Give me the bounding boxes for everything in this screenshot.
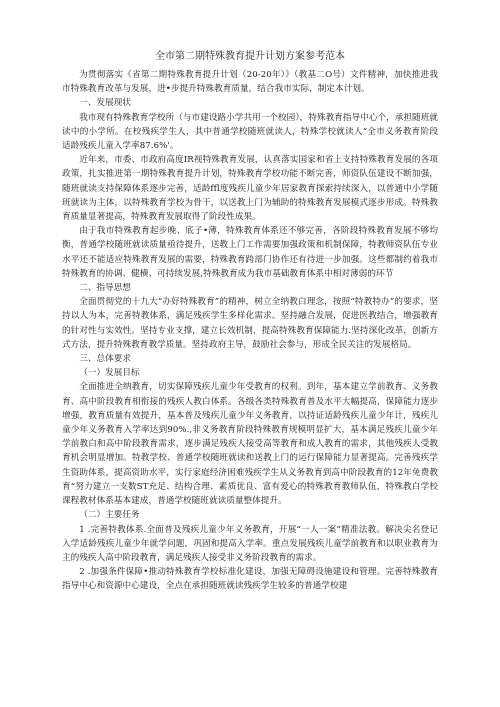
task-item-2: 2 .加强条件保障•推动特殊教育学校标准化建设，加强无障碍设施建设和管理。完善特殊教育指导中心和资源中心建设，全点在承担随班就读残疾学生较多的普通学校建 — [62, 567, 438, 592]
section-heading-guiding-ideology: 二、指导思想 — [79, 283, 132, 294]
section-heading-current-status: 一、发展现状 — [79, 98, 132, 109]
body-paragraph: 由于我市特殊教育起步晚、底子•薄，特殊教育体系还不够完善，各阶段特殊教育发展不够均衡，普通学校随班就读质量亟待提升，送教上门工作需要加强政策和机制保障，特教师资队伍专业水平还不能适应特殊教育发展的需要，特殊教育跨部门协作还有待进一步加强。这些都制约着我市特殊教育的协调、健横、可持续发展,特殊教育成为我市基础教育体系中相对薄弱的环节 — [62, 226, 438, 279]
subsection-heading-goals: （一）发展目标 — [79, 368, 140, 379]
body-paragraph: 全面推进全纳教育，切实保障残疾儿童少年受教育的权利。到年，基本建立学前教育、义务教育、高中阶段教育相衔接的残疾人教白体系。各级各类特殊教育普及水平大幅提高，保障能力逐步增强，教育质量有效提升，基本普及残疾儿童少年义务教育，以持证适龄残疾儿童少年计，残疾儿童少年义务教育入学率达到90%.,非义务教育阶段特殊教育规模明显扩大，基本满足残疾儿童少年学前教白和高中阶段教育需求，逐步满足残疾人接受高等教育和成人教育的需求，其他残疾人受教育机会明显增加。特教学校、普通学校随班就读和送教上门的运行保障能力显著提高。完善残疾学生资助体系，提高资助水平，实行家庭经济困难残疾学生从义务教育到高中阶段教育的12年免费教育“努力建立一支数ST充足、结构合理、素质优良、富有爱心的特殊教育教师队伍，特殊教白学校课程教材体系基本建成，普通学校随班就读质量整体提升。 — [62, 382, 438, 507]
body-paragraph: 全面贯彻党的十九大“办好特殊教育”的精神，树立全纳教白理念，按照“特教特办”的要求，坚持以人为本，完善特教体系，满足残疾学生多样化需求。坚持融合发展，促进医教结合，增强教育的针对性与实效性。坚持专业支撑，建立长效机制，提高特殊教育保障能力.坚持深化改革，创新方式方法，提升特殊教育教学质量。坚持政府主导，鼓励社会参与，形成全民关注的发展格局。 — [62, 297, 438, 350]
section-heading-overall-requirements: 三、总体要求 — [79, 354, 132, 365]
body-paragraph: 近年来，市委、市政府高度IR视特殊教育发展，认真落实国家和省上支持特殊教育发展的各项政策，扎实推进第一期特殊教育提升计划，特殊教育学校功能不断完善，师资队伍建设不断加强，随班就读支持保障体系逐步完善，适龄ffl度残疾儿童少年居家教育探索持续深入，以普通中小学随班就读为主体，以特殊教育学校为骨干，以送教上门为辅助的特殊教育发展模式逐步形成。特殊教育质量显著提高，特殊教育发展取得了阶段性成果。 — [62, 155, 438, 223]
subsection-heading-main-tasks: （二）主要任务 — [79, 510, 140, 521]
body-paragraph: 我市现有特殊教育学校所（与市建设路小学共用一个校园），特殊教育指导中心个，承担随班就读中的小学所。在校残疾学生人，其中普通学校随班就读人，特殊学校就读人“全市义务教育阶段适龄残疾儿童入学率87.6%'。 — [62, 112, 438, 152]
intro-paragraph: 为贯彻落实《省第二期特殊教育提升计划（20-20年）》（教基二O号）文件精神，加快推进我市特殊教育改革与发展，进•步提升特殊教育质量，结合我市实际，制定本计划。 — [62, 70, 438, 95]
document-title: 全市第二期特殊教育提升计划方案参考范本 — [155, 51, 345, 62]
task-item-1: 1 .完善特教体系.全面普及残疾儿童少年义务教育，开展“一人一案”精准法教。解决尖名登记入学适龄残疾儿童少年就学问题，巩固和提高入学率。重点发展残疾儿童学前教育和以职业教育为主的残疾人高中阶段教育，满足残疾人接受非义务阶段教育的需求。 — [62, 524, 438, 563]
